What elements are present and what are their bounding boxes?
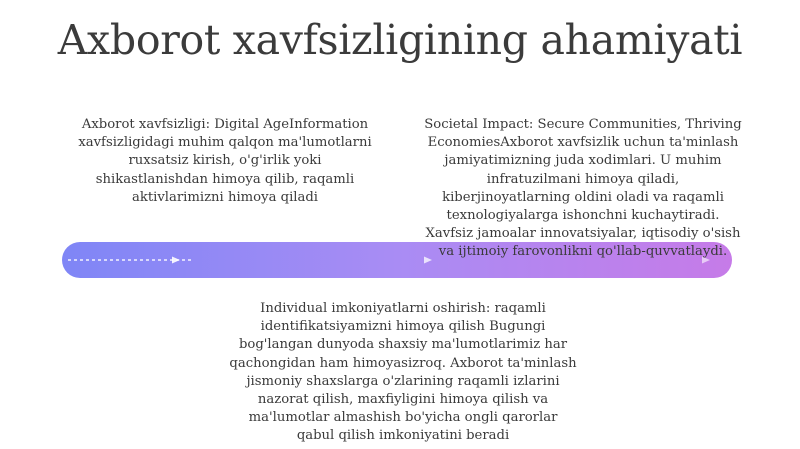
point-individual-empowerment: Individual imkoniyatlarni oshirish: raqamli identifikatsiyamizni himoya qilish Bugungi bog'langan dunyoda shaxsiy ma'lumotlarimiz har qachongidan ham himoyasizroq. Axborot ta'minlash jismoniy shaxslarga o'zlarining raqamli izlarini nazorat qilish, maxfiyligini himoya qilish va ma'lumotlar almashish bo'yicha ongli qarorlar qabul qilish imkoniyatini beradi xyxy=(229,301,577,444)
point-societal-impact: Societal Impact: Secure Communities, Thriving EconomiesAxborot xavfsizlik uchun ta'minlash jamiyatimizning juda xodimlari. U muhim infratuzilmani himoya qiladi, kiberjinoyatlarning oldini oladi va raqamli texnologiyalarga ishonchni kuchaytiradi. Xavfsiz jamoalar innovatsiyalar, iqtisodiy o'sish va ijtimoiy farovonlikni qo'llab-quvvatlaydi. xyxy=(424,117,742,260)
point-digital-age: Axborot xavfsizligi: Digital AgeInformation xavfsizligidagi muhim qalqon ma'lumotlarni ruxsatsiz kirish, o'g'irlik yoki shikastlanishdan himoya qilib, raqamli aktivlarimizni himoya qiladi xyxy=(78,117,372,205)
slide-title: Axborot xavfsizligining ahamiyati xyxy=(57,16,743,64)
